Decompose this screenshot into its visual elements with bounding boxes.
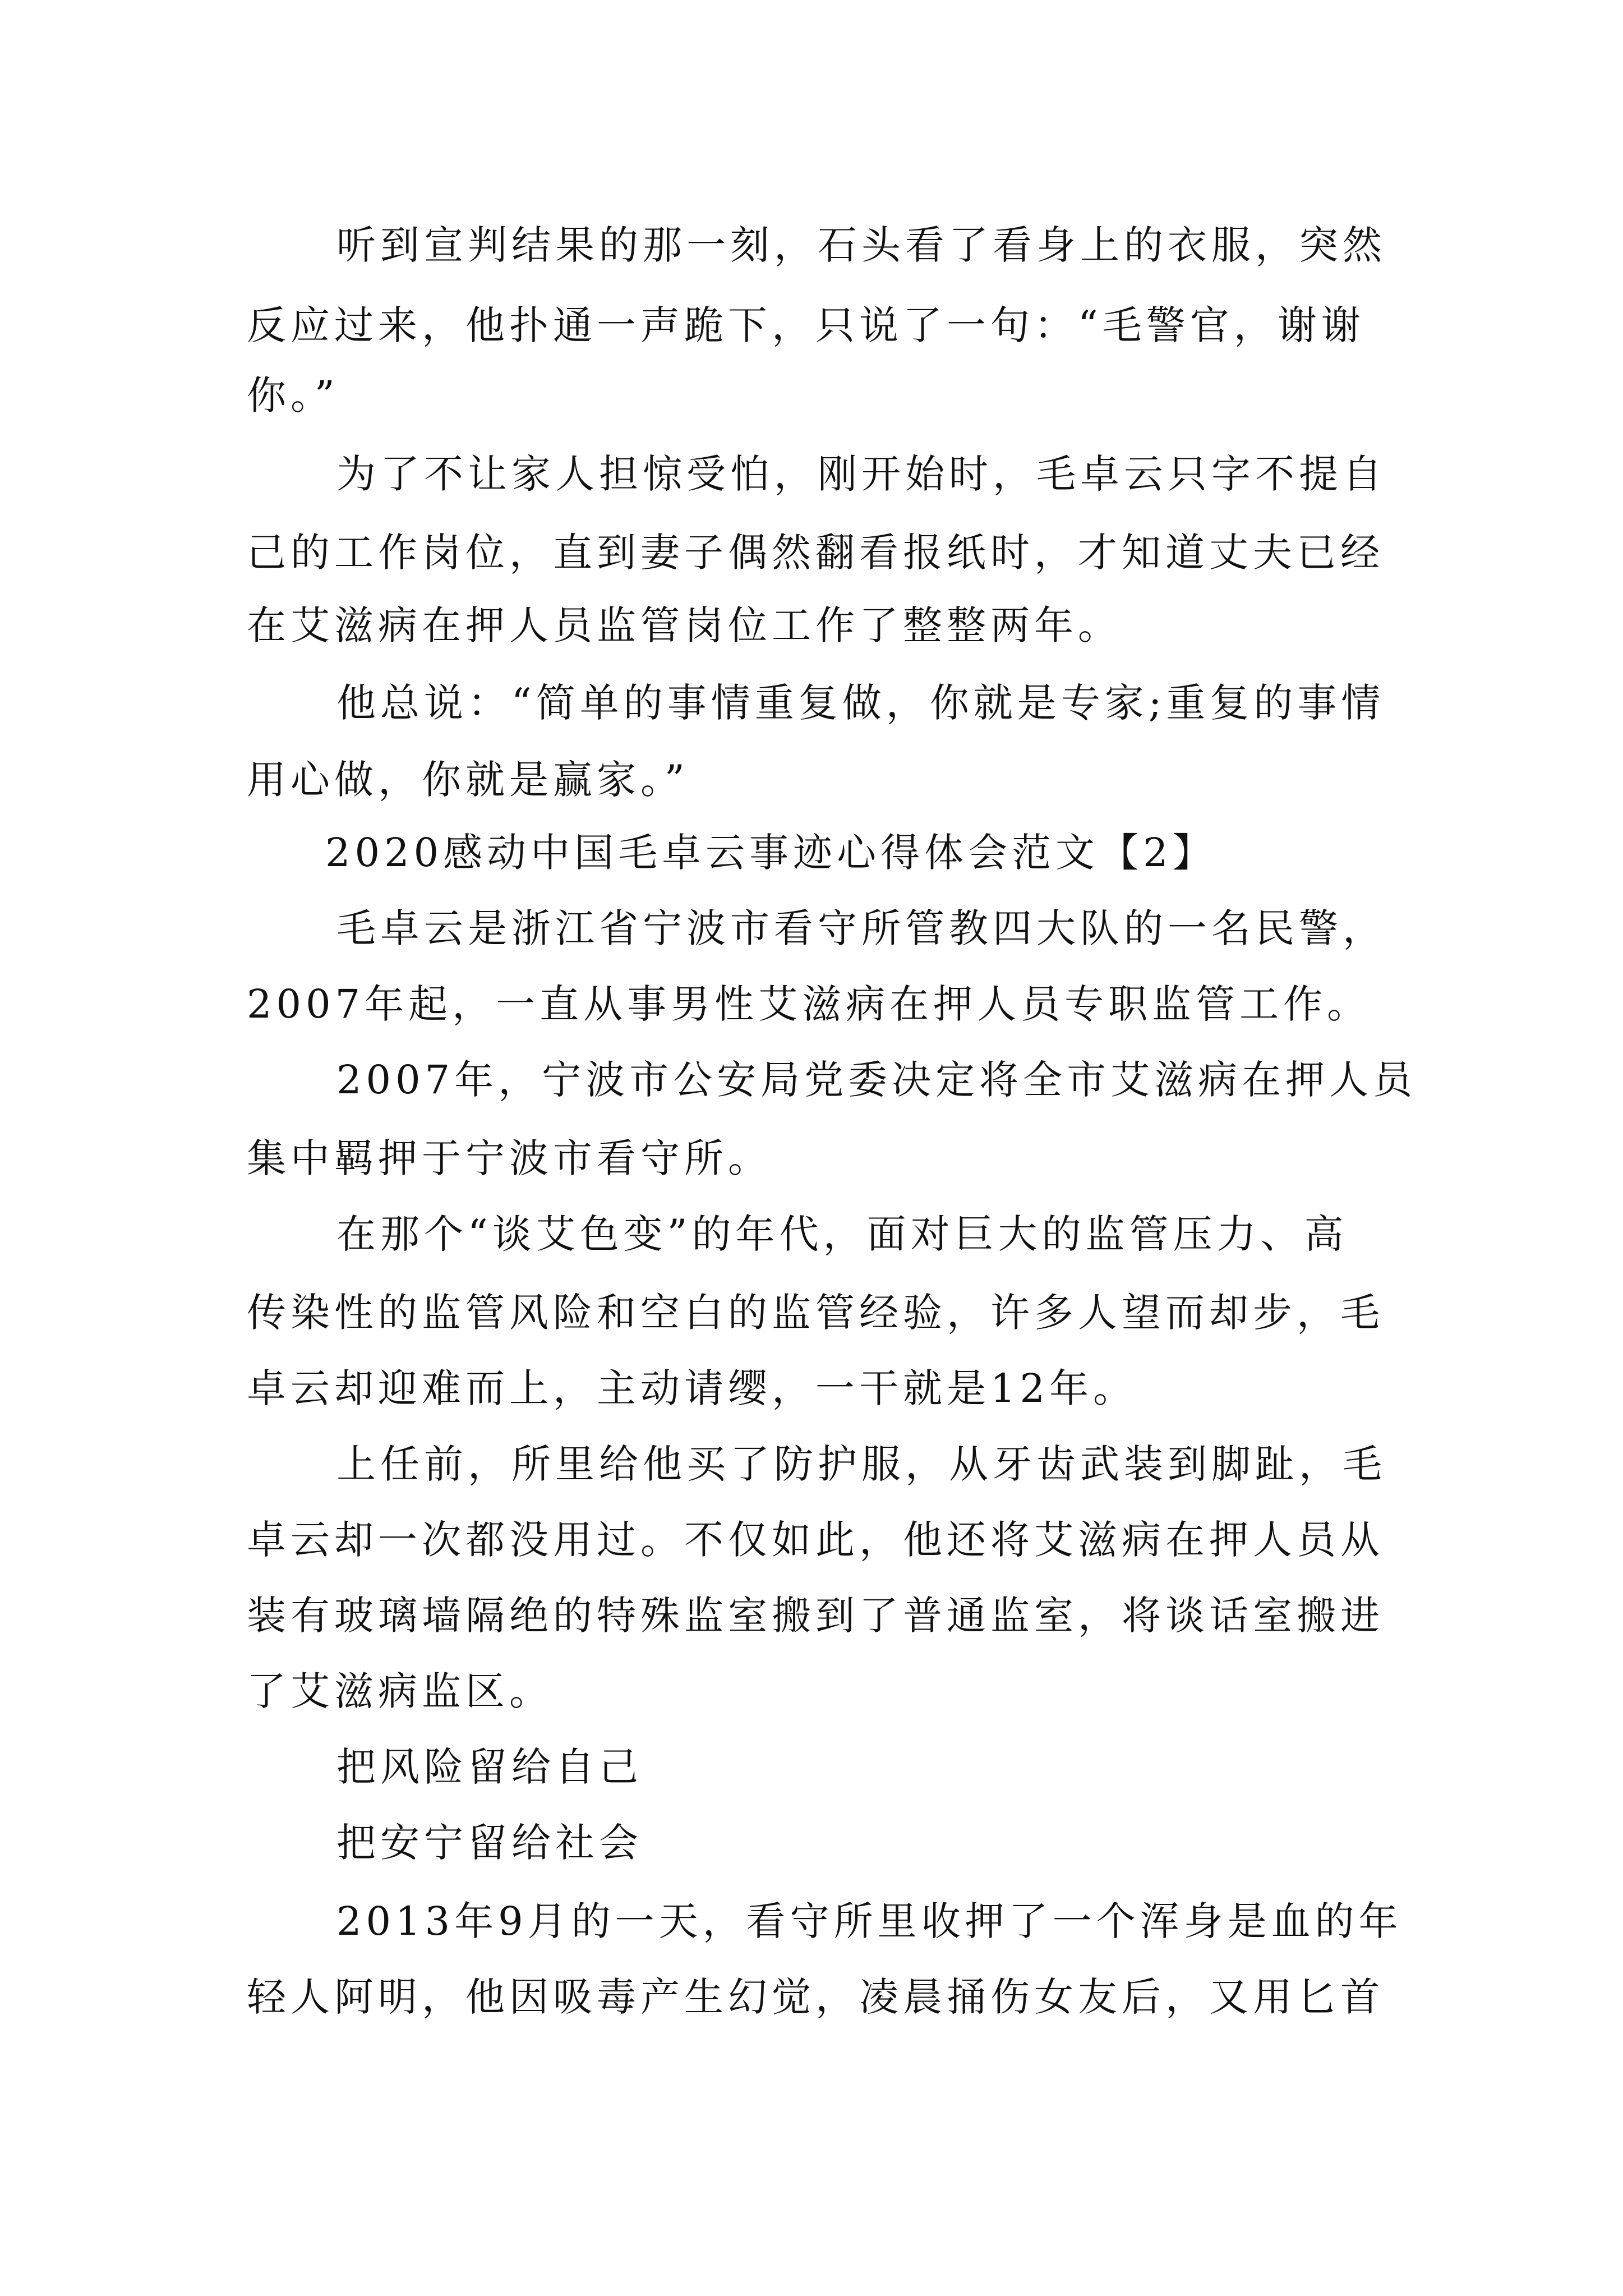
text-line: 了艾滋病监区。: [247, 1668, 553, 1714]
text-line: 反应过来，他扑通一声跪下，只说了一句：“毛警官，谢谢: [247, 302, 1365, 348]
text-line: 毛卓云是浙江省宁波市看守所管教四大队的一名民警，: [336, 905, 1386, 951]
text-line: 2007年，宁波市公安局党委决定将全市艾滋病在押人员: [336, 1057, 1417, 1103]
text-line: 集中羁押于宁波市看守所。: [247, 1135, 772, 1181]
text-line: 轻人阿明，他因吸毒产生幻觉，凌晨捅伤女友后，又用匕首: [247, 1974, 1384, 2020]
text-line: 用心做，你就是赢家。”: [247, 757, 689, 803]
text-line: 在那个“谈艾色变”的年代，面对巨大的监管压力、高: [336, 1211, 1348, 1257]
subheading-line: 把安宁留给社会: [336, 1820, 643, 1866]
text-line: 在艾滋病在押人员监管岗位工作了整整两年。: [247, 602, 1122, 648]
section-heading: 2020感动中国毛卓云事迹心得体会范文【2】: [325, 830, 1216, 876]
text-line: 2013年9月的一天，看守所里收押了一个浑身是血的年: [336, 1898, 1403, 1944]
text-line: 你。”: [247, 372, 339, 418]
text-line: 传染性的监管风险和空白的监管经验，许多人望而却步，毛: [247, 1290, 1384, 1336]
text-line: 卓云却一次都没用过。不仅如此，他还将艾滋病在押人员从: [247, 1517, 1384, 1563]
text-line: 卓云却迎难而上，主动请缨，一干就是12年。: [247, 1365, 1137, 1411]
text-line: 他总说：“简单的事情重复做，你就是专家;重复的事情: [336, 680, 1385, 726]
text-line: 听到宣判结果的那一刻，石头看了看身上的衣服，突然: [336, 222, 1386, 268]
text-line: 装有玻璃墙隔绝的特殊监室搬到了普通监室，将谈话室搬进: [247, 1593, 1384, 1639]
text-line: 上任前，所里给他买了防护服，从牙齿武装到脚趾，毛: [336, 1441, 1386, 1487]
text-line: 为了不让家人担惊受怕，刚开始时，毛卓云只字不提自: [336, 451, 1386, 497]
subheading-line: 把风险留给自己: [336, 1744, 643, 1790]
text-line: 己的工作岗位，直到妻子偶然翻看报纸时，才知道丈夫已经: [247, 530, 1384, 576]
text-line: 2007年起，一直从事男性艾滋病在押人员专职监管工作。: [247, 981, 1371, 1027]
